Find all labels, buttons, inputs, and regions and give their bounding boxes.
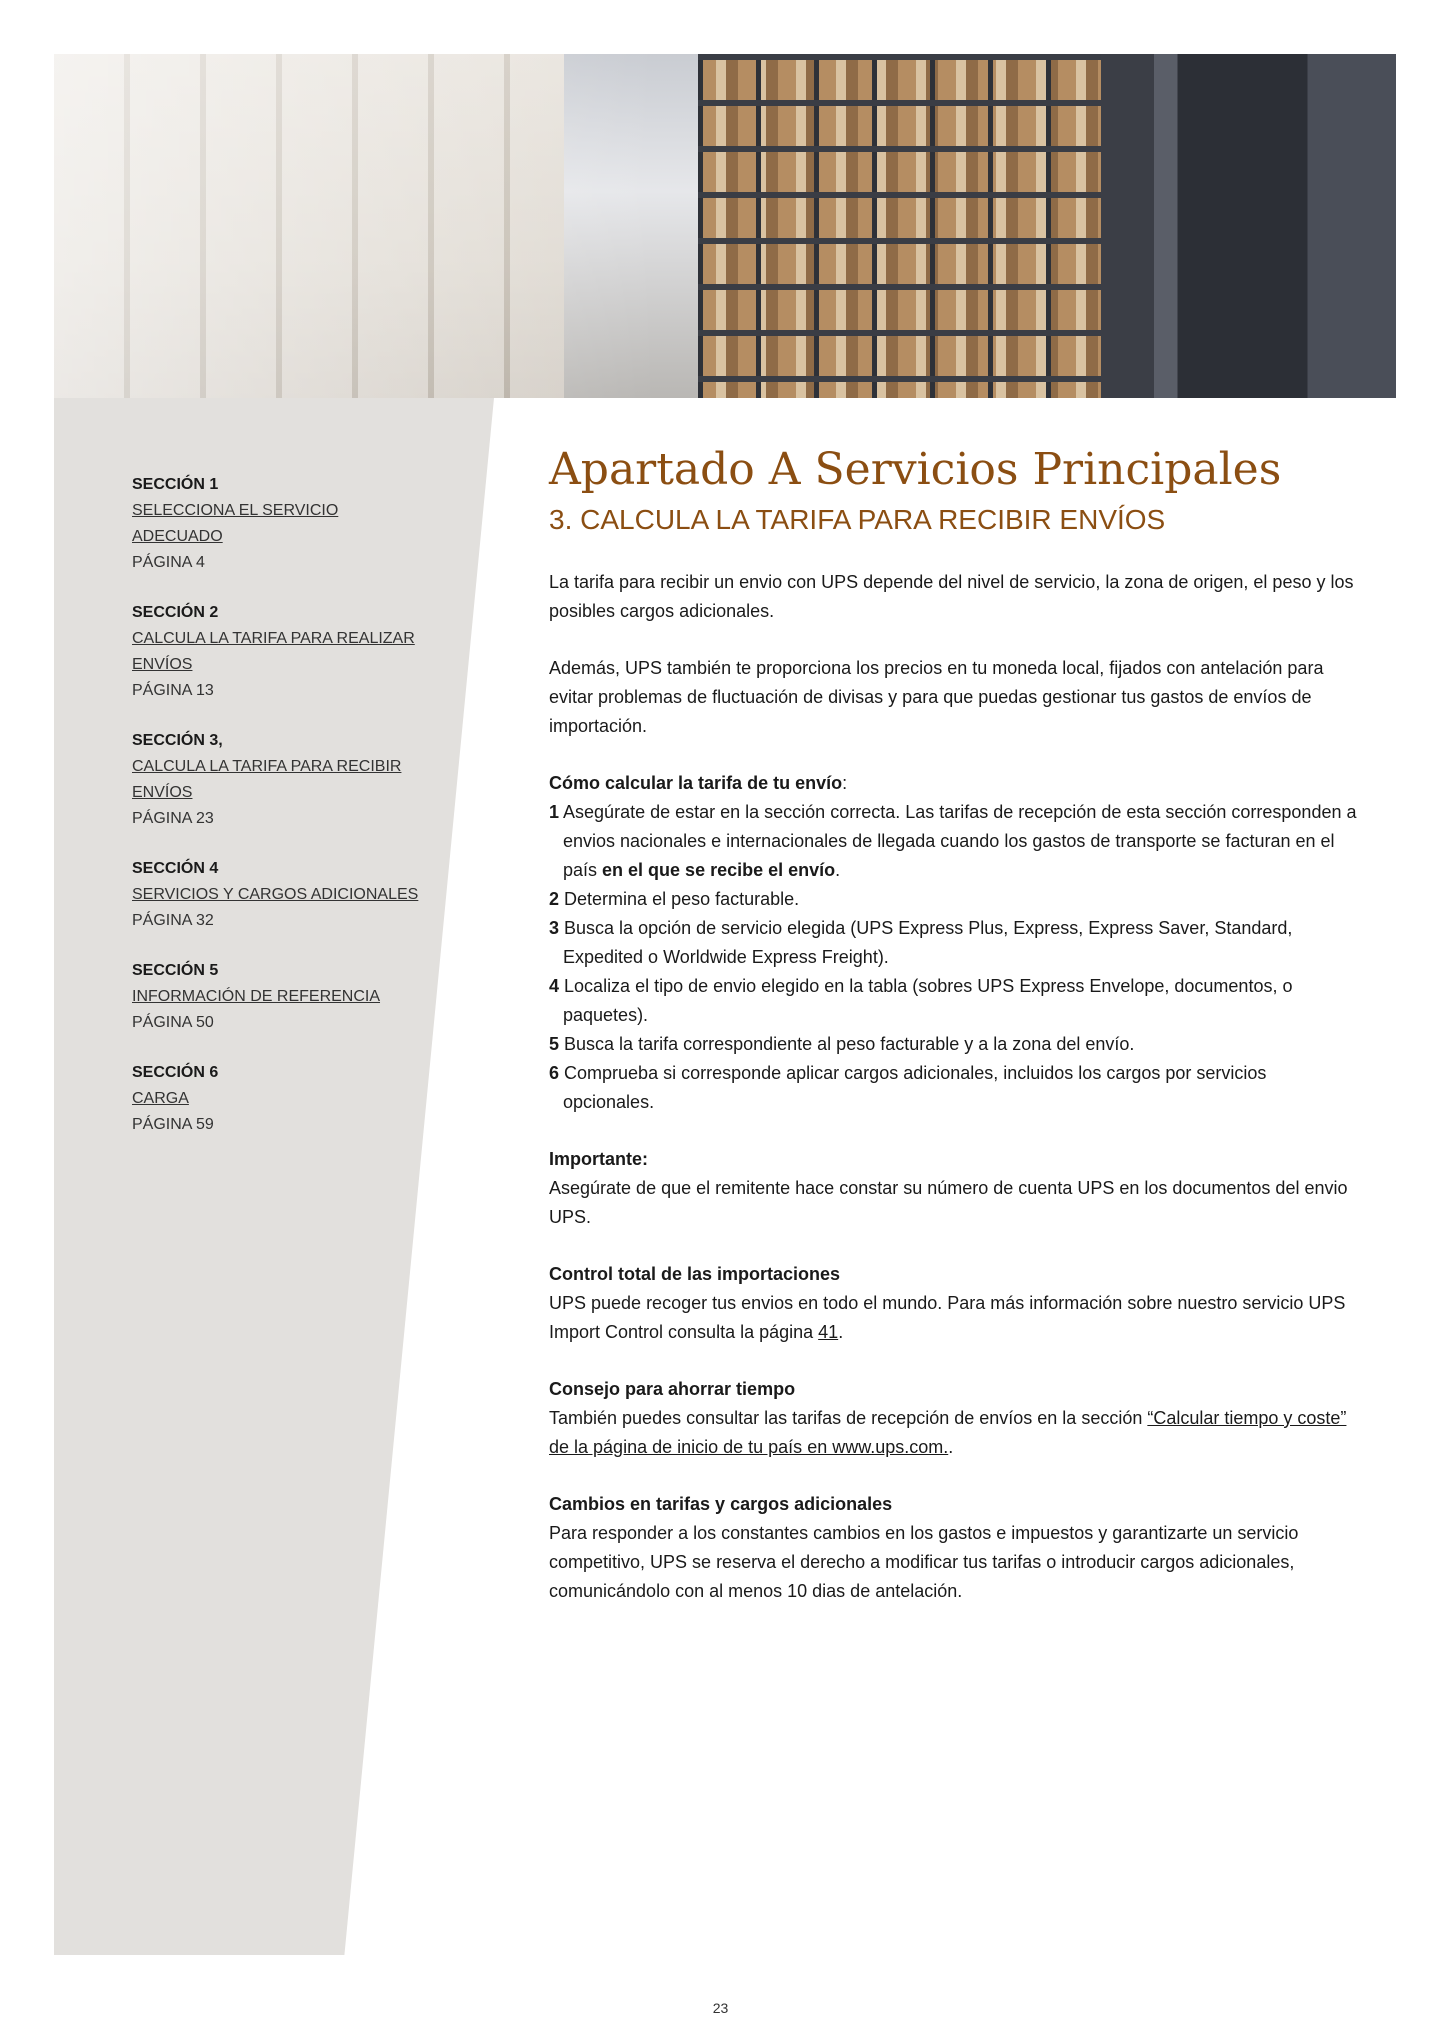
import-control-block [549,1260,1359,1347]
tip-title: Consejo para ahorrar tiempo [549,1379,796,1399]
toc-page-ref: PÁGINA 13 [132,682,214,699]
toc-page-ref: PÁGINA 23 [132,810,214,827]
step-text: Busca la tarifa correspondiente al peso facturable y a la zona del envío. [564,1034,1135,1054]
toc-section-title: SECCIÓN 4 [132,860,219,877]
page-title: Apartado A Servicios Principales [549,444,1282,495]
toc-section-1 [132,472,452,576]
toc-page-ref: PÁGINA 32 [132,912,214,929]
howto-block [549,769,1359,1117]
page-subtitle: 3. CALCULA LA TARIFA PARA RECIBIR ENVÍOS [549,504,1166,535]
toc-section-title: SECCIÓN 5 [132,962,219,979]
table-of-contents [132,472,452,1162]
toc-link-line[interactable]: ENVÍOS [132,784,193,801]
step-number: 1 [549,802,560,822]
toc-section-link[interactable] [132,1086,452,1112]
important-text: Asegúrate de que el remitente hace constar su número de cuenta UPS en los documentos del envio UPS. [549,1178,1348,1227]
step-number: 4 [549,976,560,996]
photo-forklift [1101,54,1396,398]
howto-title [549,769,1359,798]
toc-section-link[interactable] [132,626,452,678]
header-photo [54,54,1396,398]
photo-shelves [698,54,1154,398]
toc-section-title: SECCIÓN 6 [132,1064,219,1081]
toc-link-line[interactable]: CALCULA LA TARIFA PARA RECIBIR [132,758,402,775]
toc-section-title: SECCIÓN 1 [132,476,219,493]
step-number: 5 [549,1034,560,1054]
changes-text: Para responder a los constantes cambios en los gastos e impuestos y garantizarte un servicio competitivo, UPS se reserva el derecho a modificar tus tarifas o introducir cargos adicionales, comunicándolo con al menos 10 dias de antelación. [549,1523,1299,1601]
toc-page-ref: PÁGINA 4 [132,554,205,571]
toc-link-line[interactable]: INFORMACIÓN DE REFERENCIA [132,988,381,1005]
ups-website-link[interactable]: “Calcular tiempo y coste” de la página de inicio de tu país en www.ups.com. [549,1408,1347,1457]
step-item [549,972,1359,1030]
step-tail: . [835,860,841,880]
import-control-text [549,1289,1359,1347]
intro-paragraph-2: Además, UPS también te proporciona los precios en tu moneda local, fijados con antelación para evitar problemas de fluctuación de divisas y para que puedas gestionar tus gastos de envíos de importación. [549,658,1324,736]
toc-section-2 [132,600,452,704]
toc-section-link[interactable] [132,984,452,1010]
step-item [549,914,1359,972]
tip-block [549,1375,1359,1462]
step-text: Busca la opción de servicio elegida (UPS Express Plus, Express, Express Saver, Standard, Expedited o Worldwide Express Freight). [563,918,1293,967]
step-text: Comprueba si corresponde aplicar cargos adicionales, incluidos los cargos por servicios opcionales. [563,1063,1267,1112]
toc-link-line[interactable]: ADECUADO [132,528,223,545]
step-item [549,798,1359,885]
page-41-link[interactable]: 41 [818,1322,839,1342]
toc-section-title: SECCIÓN 3, [132,732,223,749]
step-number: 6 [549,1063,560,1083]
toc-link-line[interactable]: CALCULA LA TARIFA PARA REALIZAR [132,630,415,647]
changes-title: Cambios en tarifas y cargos adicionales [549,1494,893,1514]
page-number: 23 [712,2000,729,2016]
tip-text [549,1404,1359,1462]
main-content [549,440,1359,1634]
toc-link-line[interactable]: SERVICIOS Y CARGOS ADICIONALES [132,886,419,903]
tip-tail: . [948,1437,954,1457]
import-control-tail: . [838,1322,844,1342]
changes-block [549,1490,1359,1606]
import-control-title: Control total de las importaciones [549,1264,841,1284]
toc-section-link[interactable] [132,754,452,806]
step-item [549,1059,1359,1117]
step-text: Determina el peso facturable. [564,889,800,909]
toc-section-link[interactable] [132,498,452,550]
toc-page-ref: PÁGINA 59 [132,1116,214,1133]
toc-link-line[interactable]: SELECCIONA EL SERVICIO [132,502,339,519]
toc-page-ref: PÁGINA 50 [132,1014,214,1031]
toc-section-3 [132,728,452,832]
toc-section-title: SECCIÓN 2 [132,604,219,621]
toc-link-line[interactable]: CARGA [132,1090,189,1107]
toc-section-5 [132,958,452,1036]
tip-body: También puedes consultar las tarifas de recepción de envíos en la sección [549,1408,1148,1428]
howto-title-suffix: : [842,773,848,793]
photo-fade [54,54,658,398]
import-control-body: UPS puede recoger tus envios en todo el mundo. Para más información sobre nuestro servicio UPS Import Control consulta la página [549,1293,1346,1342]
toc-section-link[interactable] [132,882,452,908]
toc-section-6 [132,1060,452,1138]
step-text: Asegúrate de estar en la sección correcta. Las tarifas de recepción de esta sección corresponden a envios nacionales e internacionales de llegada cuando los gastos de transporte se facturan en el país [563,802,1357,880]
step-number: 2 [549,889,560,909]
step-bold: en el que se recibe el envío [602,860,836,880]
howto-title-text: Cómo calcular la tarifa de tu envío [549,773,843,793]
toc-section-4 [132,856,452,934]
step-text: Localiza el tipo de envio elegido en la tabla (sobres UPS Express Envelope, documentos, o paquetes). [563,976,1293,1025]
step-number: 3 [549,918,560,938]
intro-paragraph-1: La tarifa para recibir un envio con UPS depende del nivel de servicio, la zona de origen, el peso y los posibles cargos adicionales. [549,572,1354,621]
step-item [549,885,1359,914]
step-item [549,1030,1359,1059]
toc-link-line[interactable]: ENVÍOS [132,656,193,673]
important-block [549,1145,1359,1232]
important-title: Importante: [549,1149,648,1169]
